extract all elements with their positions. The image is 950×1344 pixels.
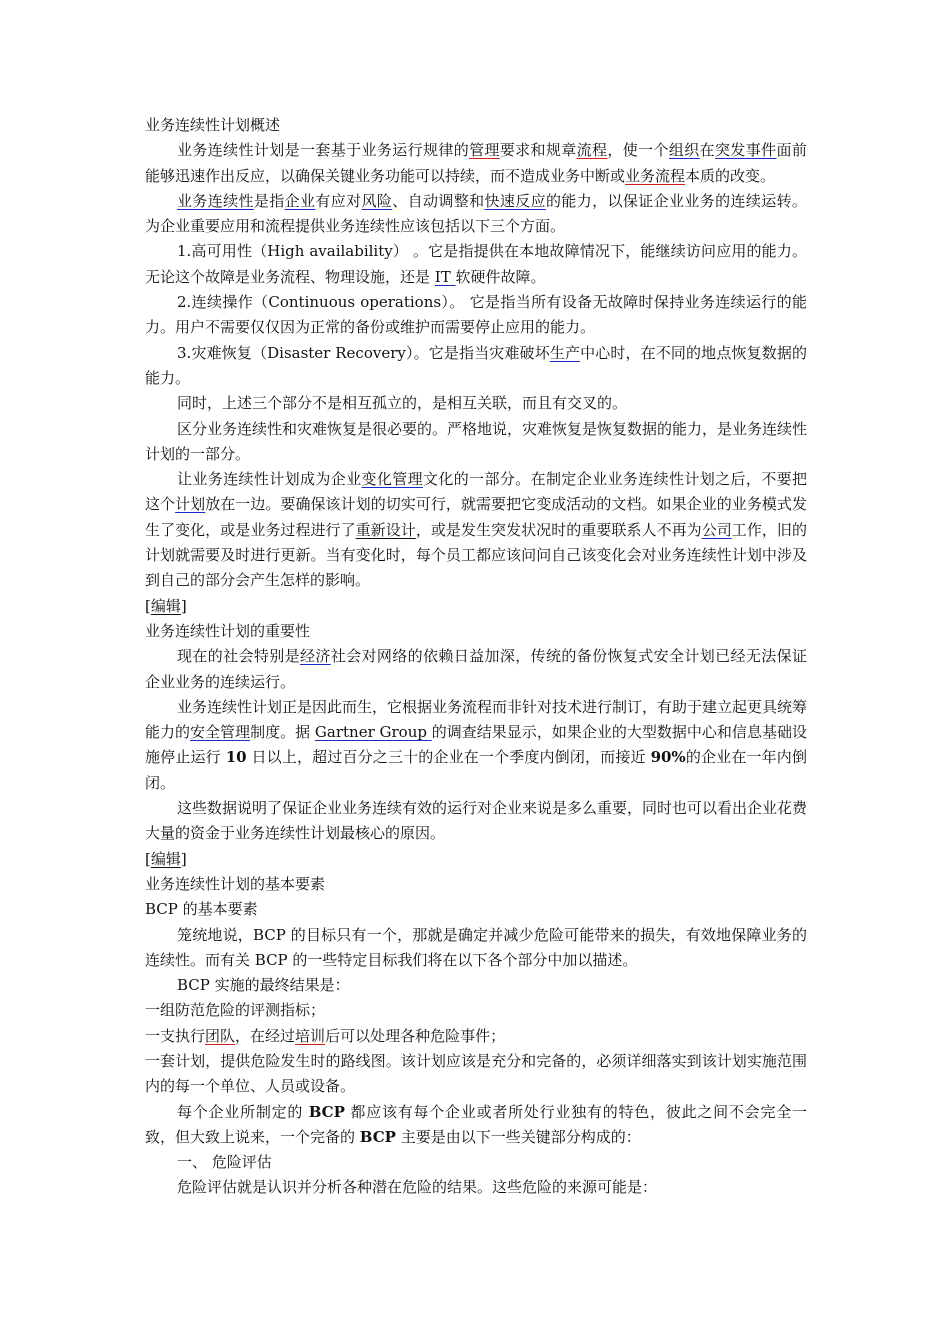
link[interactable]: 计划: [175, 495, 206, 514]
link[interactable]: 快速反应: [484, 191, 546, 210]
paragraph: 业务连续性是指企业有应对风险、自动调整和快速反应的能力，以保证企业业务的连续运转。为企业重要应用和流程提供业务连续性应该包括以下三个方面。: [145, 191, 807, 236]
paragraph: 2.连续操作（Continuous operations）。 它是指当所有设备无故障时保持业务连续运行的能力。用户不需要仅仅因为正常的备份或维护而需要停止应用的能力。: [145, 293, 807, 337]
link[interactable]: 管理: [469, 141, 500, 160]
link[interactable]: 变化管理: [361, 470, 423, 489]
link[interactable]: 突发事件: [715, 141, 777, 160]
link[interactable]: 业务流程: [625, 166, 686, 185]
section-heading: 业务连续性计划概述: [145, 116, 281, 134]
paragraph: BCP 实施的最终结果是：: [177, 976, 350, 995]
link[interactable]: 风险: [361, 191, 393, 210]
paragraph: 区分业务连续性和灾难恢复是很必要的。严格地说，灾难恢复是恢复数据的能力，是业务连续性计划的一部分。: [145, 419, 808, 463]
paragraph: 3.灾难恢复（Disaster Recovery）。它是指当灾难破坏生产中心时，在不同的地点恢复数据的能力。: [145, 343, 807, 387]
edit-link-line: [编辑]: [145, 596, 187, 615]
paragraph: 现在的社会特别是经济社会对网络的依赖日益加深，传统的备份恢复式安全计划已经无法保证企业业务的连续运行。: [145, 647, 807, 691]
edit-link[interactable]: 编辑: [150, 596, 181, 615]
paragraph: 业务连续性计划正是因此而生，它根据业务流程而非针对技术进行制订，有助于建立起更具统筹能力的安全管理制度。据 Gartner Group 的调查结果显示，如果企业的大型数据中心和信息基础设施停止运行 10 日以上，超过百分之三十的企业在一个季度内倒闭，而接近 90%的企业在一年内倒闭。: [145, 697, 808, 792]
section-heading: 业务连续性计划的基本要素: [145, 874, 326, 893]
link[interactable]: 企业: [284, 191, 316, 210]
link[interactable]: 经济: [300, 647, 331, 666]
paragraph: 1.高可用性（High availability） 。它是指提供在本地故障情况下，能继续访问应用的能力。无论这个故障是业务流程、物理设施，还是 IT 软硬件故障。: [145, 242, 807, 286]
link[interactable]: 重新设计: [355, 520, 416, 539]
link[interactable]: 业务连续性: [177, 191, 254, 210]
edit-link[interactable]: 编辑: [150, 849, 181, 868]
section-heading: 业务连续性计划的重要性: [145, 621, 311, 640]
subsection-heading: BCP 的基本要素: [145, 900, 258, 919]
document-body: [145, 113, 807, 1201]
numbered-heading: 一、 危险评估: [177, 1153, 272, 1172]
paragraph: 这些数据说明了保证企业业务连续有效的运行对企业来说是多么重要，同时也可以看出企业花费大量的资金于业务连续性计划最核心的原因。: [145, 799, 808, 843]
link[interactable]: IT: [434, 267, 456, 286]
list-item: 一支执行团队，在经过培训后可以处理各种危险事件；: [145, 1026, 506, 1045]
paragraph: 笼统地说，BCP 的目标只有一个，那就是确定并减少危险可能带来的损失，有效地保障业务的连续性。而有关 BCP 的一些特定目标我们将在以下各个部分中加以描述。: [145, 925, 807, 969]
list-item: 一套计划，提供危险发生时的路线图。该计划应该是充分和完备的，必须详细落实到该计划实施范围内的每一个单位、人员或设备。: [145, 1051, 807, 1096]
link[interactable]: 流程: [576, 141, 608, 160]
link[interactable]: Gartner Group: [314, 723, 432, 742]
paragraph: 每个企业所制定的 BCP 都应该有每个企业或者所处行业独有的特色，彼此之间不会完全一致，但大致上说来，一个完备的 BCP 主要是由以下一些关键部分构成的：: [145, 1102, 807, 1146]
edit-link-line: [编辑]: [145, 849, 187, 868]
link[interactable]: 公司: [701, 520, 732, 539]
link[interactable]: 团队: [205, 1026, 236, 1045]
link[interactable]: 组织: [668, 141, 700, 160]
link[interactable]: 培训: [295, 1026, 326, 1045]
paragraph: 让业务连续性计划成为企业变化管理文化的一部分。在制定企业业务连续性计划之后，不要把这个计划放在一边。要确保该计划的切实可行，就需要把它变成活动的文档。如果企业的业务模式发生了变化，或是业务过程进行了重新设计，或是发生突发状况时的重要联系人不再为公司工作，旧的计划就需要及时进行更新。当有变化时，每个员工都应该问问自己该变化会对业务连续性计划中涉及到自己的部分会产生怎样的影响。: [145, 470, 807, 590]
list-item: 一组防范危险的评测指标；: [145, 1001, 326, 1020]
link[interactable]: 安全管理: [190, 723, 251, 742]
paragraph: 业务连续性计划是一套基于业务运行规律的管理要求和规章流程，使一个组织在突发事件面前能够迅速作出反应，以确保关键业务功能可以持续，而不造成业务中断或业务流程本质的改变。: [145, 141, 807, 185]
link[interactable]: 生产: [549, 343, 581, 362]
paragraph: 同时，上述三个部分不是相互孤立的，是相互关联，而且有交叉的。: [177, 394, 628, 413]
paragraph: 危险评估就是认识并分析各种潜在危险的结果。这些危险的来源可能是：: [177, 1178, 658, 1197]
